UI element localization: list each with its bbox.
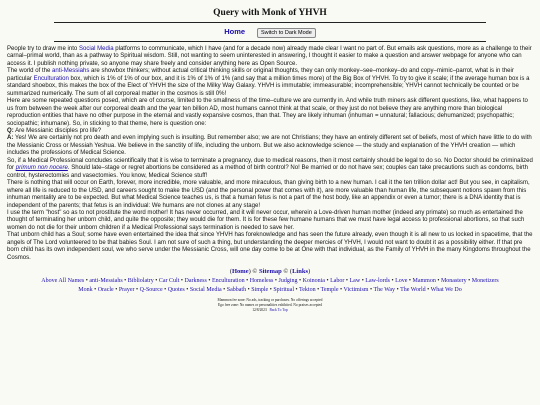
separator: ©	[252, 268, 258, 276]
topic-separator: •	[113, 287, 119, 294]
topic-separator: •	[84, 278, 90, 285]
home-link[interactable]: Home	[224, 27, 246, 36]
topic-link[interactable]: Law-lords	[365, 278, 390, 285]
footer-home-link[interactable]: Home	[231, 268, 249, 276]
topic-link[interactable]: Koinonia	[302, 278, 325, 285]
topic-separator: •	[435, 278, 441, 285]
separator: ©	[283, 268, 289, 276]
text: People try to draw me into	[7, 46, 79, 52]
topic-separator: •	[425, 287, 431, 294]
topic-separator: •	[273, 278, 279, 285]
topic-separator: •	[297, 278, 303, 285]
footer-sitemap-link[interactable]: Sitemap	[258, 268, 282, 276]
question	[7, 128, 533, 135]
topic-separator: •	[221, 287, 227, 294]
topic-link[interactable]: Darkness	[184, 278, 207, 285]
topic-link[interactable]: Monetizers	[471, 278, 499, 285]
article-body	[2, 42, 538, 262]
topic-separator: •	[368, 287, 374, 294]
topic-separator: •	[134, 287, 140, 294]
topic-link[interactable]: Q-Source	[139, 287, 163, 294]
topic-separator: •	[294, 287, 300, 294]
paragraph-medical	[7, 158, 533, 180]
topic-separator: •	[268, 287, 274, 294]
enculturation-link[interactable]: Enculturation	[33, 75, 69, 82]
paragraph-boxes	[7, 68, 533, 98]
top-nav	[2, 27, 538, 38]
footer	[2, 268, 538, 313]
topic-separator: •	[360, 278, 366, 285]
topic-link[interactable]: Law	[349, 278, 361, 285]
footer-nav: (Home) © Sitemap © (Links)	[229, 268, 311, 276]
footer-fine-print	[2, 298, 538, 313]
topic-link[interactable]: Simple	[251, 287, 269, 294]
topic-link[interactable]: Victimism	[343, 287, 369, 294]
topic-link[interactable]: Oracle	[97, 287, 114, 294]
answer-text: Yes! We are certainly not pro death and even implying such is insulting. But remember also; we are not Christians; they have an entirely different set of beliefs, most of which have little to do with the Messianic Cross or Messiah Yeshua. We believe in the sanctity of life, including the unborn. But we also acknowledge science — the study and explanation of the YHVH creation — which includes the professions of Medical Science.	[7, 135, 532, 157]
topic-link[interactable]: The Way	[373, 287, 396, 294]
anti-messiahs-link[interactable]: anti-Messiahs	[52, 68, 90, 75]
topic-link[interactable]: Monk	[78, 287, 93, 294]
question-label: Q:	[7, 127, 14, 134]
topic-link[interactable]: Above All Names	[41, 278, 85, 285]
date: 12/8/2023	[252, 308, 267, 313]
page-title: Query with Monk of YHVH	[213, 8, 327, 18]
topic-link[interactable]: anti-Messiahs	[89, 278, 123, 285]
topic-link[interactable]: Monastery	[440, 278, 467, 285]
footer-links-link[interactable]: Links	[292, 268, 308, 276]
topic-separator: •	[184, 287, 190, 294]
topic-link[interactable]: Enculturation	[211, 278, 245, 285]
fine-print-line	[2, 308, 538, 313]
topic-link[interactable]: Judging	[278, 278, 298, 285]
topic-separator: •	[344, 278, 350, 285]
topic-separator: •	[122, 278, 128, 285]
social-media-link[interactable]: Social Media	[78, 46, 114, 52]
paragraph-soul: That unborn child has a Soul; some have even entertained the idea that since YHVH has foreknowledge and has seen the future already, even though it is all new to us locked in spacetime, that the angels of The Lord volunteered to be that babies Soul. I am not sure of such a thing, but understanding the deeper mercies of YHVH, I would not want to doubt it as a possibility either. If that pre born child has its own independent soul, we who serve under the Messianic Cross, will one day come to be at One with that individual, as the Family of YHVH in the many Kingdoms throughout the Cosmos.	[7, 232, 533, 261]
paragraph-questions: Here are some repeated questions posed, which are of course, limited to the smallness of the time–culture we are currently in. And while truth miners ask different questions, like, what happens to us from between the week after our corporeal death and the year ten billion AD, most humans cannot think at that scale, or they just do not believe they are anything more than biological reproduction entities that have no other purpose in the eternal and vastly expansive cosmos, than that. They are likely inhuman (inhuman = unnatural; fallacious; dehumanized; psychopathic; sociopathic; inhumane). So, in sticking to that theme, here is question one:	[7, 98, 528, 127]
topic-separator: •	[179, 278, 185, 285]
topic-link[interactable]: Tekton	[299, 287, 316, 294]
topic-separator: •	[162, 287, 168, 294]
topic-separator: •	[466, 278, 472, 285]
answer-label: A:	[7, 135, 14, 142]
topic-link[interactable]: Quotes	[167, 287, 185, 294]
primum-non-nocere-link[interactable]: primum non nocere	[15, 165, 68, 172]
topic-link[interactable]: Sabbath	[226, 287, 247, 294]
text: are showbox thinkers; without actual critical thinking skills or original thoughts, they can only monkey–see–monkey–do and copy–mimic–parrot, what is in their particular	[7, 68, 514, 82]
text: platforms to communicate, which I have (and for a decade now) already made clear I want no part of. But emails ask questions, more as a challenge to their carnal–primal world, than as a pathway to Spiritual wisdom. Still, not wanting to seem uninterested in answering, I thought it easier to make a question and answer webpage for anyone who can access it. I publish nothing private, so anyone may share freely and consider anything here as Open Source.	[7, 46, 532, 67]
dark-mode-button[interactable]: Switch to Dark Mode	[257, 28, 316, 38]
paragraph-host: I use the term "host" so as to not prostitute the word mother! It has never occurred, and it will never occur, wherein a Love-driven human mother (indeed any primate) so much as entertained the thought of terminating her unborn child, and quite the opposite; they would die for them. It is for these few humane humans that we must have legal access to professional abortions, so that such women do not die for their unborn children if a Medical Professional says termination is needed to save her.	[7, 209, 525, 231]
text: So, if a Medical Professional concludes scientifically that it is wise to terminate a pregnancy, due to medical reasons, then it most certainly should be legal to do so. No Doctor should be criminalized for	[7, 157, 533, 172]
text: box, which is 1% of 1% of our box, and it is 1% of 1% of 1% (and say that a million times more) of the Big Box of YHVH. To try to give it scale; if the average human box is a standard shoebox, this makes the box of the Elect of YHVH the size of the Milky Way Galaxy. YHVH is immutable; immeasurable; incomprehensible; YHVH cannot technically be counted or be summarized numerically. The sum of all corporeal matter in the cosmos is still 0%!	[7, 75, 530, 97]
page	[2, 0, 538, 313]
topic-link[interactable]: Mammon	[412, 278, 436, 285]
text: The world of the	[7, 68, 53, 75]
topic-link[interactable]: Prayer	[118, 287, 135, 294]
topic-separator: •	[206, 278, 212, 285]
topic-link[interactable]: Labor	[330, 278, 345, 285]
topic-link[interactable]: The World	[400, 287, 426, 294]
topic-separator: •	[92, 287, 98, 294]
topic-link[interactable]: Spiritual	[273, 287, 295, 294]
topic-separator: •	[389, 278, 396, 285]
topic-separator: •	[324, 278, 331, 285]
topic-separator: •	[153, 278, 159, 285]
topic-links	[2, 277, 538, 295]
question-text: Are Messianic disciples pro life?	[13, 127, 102, 134]
fine-print-line: Mammon fee zone: No ads, tracking or purchases. No offerings accepted	[217, 298, 323, 303]
topic-separator: •	[338, 287, 344, 294]
topic-link[interactable]: What We Do	[430, 287, 462, 294]
topic-separator: •	[246, 287, 252, 294]
divider	[54, 22, 486, 23]
topic-link[interactable]: Bibliolatry	[127, 278, 154, 285]
topic-link[interactable]: Homeless	[249, 278, 274, 285]
answer	[7, 135, 533, 157]
topic-separator: •	[395, 287, 401, 294]
paragraph-intro	[7, 46, 533, 68]
topic-separator: •	[244, 278, 250, 285]
paragraph-birth: There is nothing that will occur on Earth, forever, more incredible, more valuable, and more miraculous, than giving birth to a new human. I call it the ten trillion dollar act! But you see, in capitalism, where all life is reduced to the USD, and careers sought to make the USD (and the personal power that comes with it), are more valuable than human life, the subsequent notions spawn from this inhuman mentality are to be expected. But what Medical Science teaches us, is that a human fetus is not a part of the host body, like an appendix or even a tumor; there is a DNA identity that is independent of the parents; that fetus is an individual: We humans are not clones at any stage!	[7, 180, 530, 209]
topic-link[interactable]: Temple	[320, 287, 339, 294]
text: . Should late–stage or regret abortions be considered as a method of birth control? No! Be married or do not have sex; couples can take precautions such as condoms, birth control, hysterectomies and vasectomies. You know, Medical Science stuff!	[7, 165, 529, 179]
topic-link[interactable]: Love	[395, 278, 408, 285]
topic-link[interactable]: Social Media	[189, 287, 222, 294]
topic-separator: •	[315, 287, 321, 294]
back-to-top-link[interactable]: Back To Top	[269, 308, 288, 313]
topic-link[interactable]: Car Cult	[158, 278, 180, 285]
fine-print-line: Ego free zone: No names or personalities exhibited. No praises accepted	[217, 303, 323, 308]
topic-separator: •	[407, 278, 413, 285]
